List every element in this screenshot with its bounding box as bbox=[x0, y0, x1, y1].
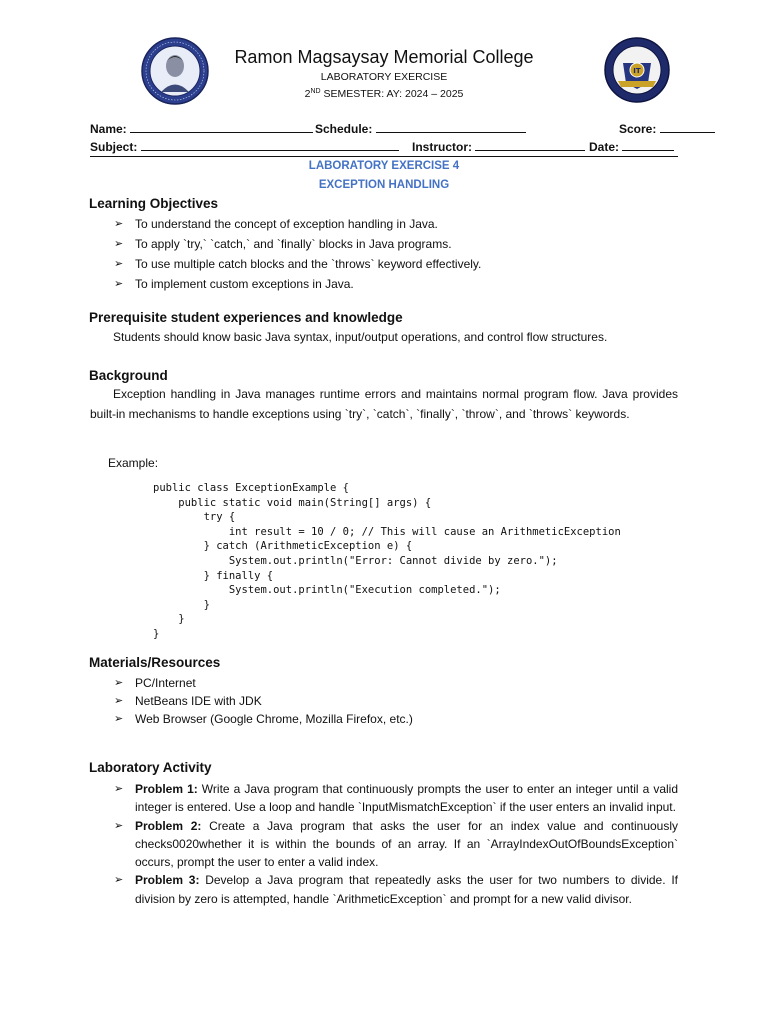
list-item: ➢ Web Browser (Google Chrome, Mozilla Firefox, etc.) bbox=[114, 712, 413, 726]
schedule-field[interactable]: Schedule: bbox=[315, 121, 526, 136]
student-info-row bbox=[90, 121, 678, 137]
problems-list bbox=[114, 780, 678, 908]
arrow-bullet-icon: ➢ bbox=[114, 258, 124, 270]
arrow-bullet-icon: ➢ bbox=[114, 677, 124, 689]
laboratory-activity-heading: Laboratory Activity bbox=[89, 760, 212, 775]
prerequisite-text: Students should know basic Java syntax, input/output operations, and control flow structures. bbox=[113, 330, 608, 344]
materials-list bbox=[114, 676, 413, 730]
list-item: ➢ PC/Internet bbox=[114, 676, 196, 690]
arrow-bullet-icon: ➢ bbox=[114, 783, 124, 795]
instructor-field[interactable]: Instructor: bbox=[412, 139, 585, 154]
background-heading: Background bbox=[89, 368, 168, 383]
problem-item: ➢ Problem 1: Write a Java program that continuously prompts the user to enter an integer until a valid integer is entered. Use a loop and handle `InputMismatchException` if the user enters an invalid input. bbox=[114, 782, 679, 815]
problem-item: ➢ Problem 2: Create a Java program that asks the user for an index value and continuously checks0020whether it is within the bounds of an array. If an `ArrayIndexOutOfBoundsException` occurs, prompt the user to enter a valid index. bbox=[114, 818, 679, 870]
course-info-row bbox=[90, 139, 678, 157]
list-item: ➢ NetBeans IDE with JDK bbox=[114, 694, 262, 708]
name-field[interactable]: Name: bbox=[90, 121, 313, 136]
arrow-bullet-icon: ➢ bbox=[114, 695, 124, 707]
college-name: Ramon Magsaysay Memorial College bbox=[234, 47, 534, 67]
svg-text:IT: IT bbox=[633, 67, 641, 75]
score-field[interactable]: Score: bbox=[619, 121, 715, 136]
semester-line: 2ND SEMESTER: AY: 2024 – 2025 bbox=[304, 88, 464, 100]
arrow-bullet-icon: ➢ bbox=[114, 238, 124, 250]
learning-objectives-heading: Learning Objectives bbox=[89, 196, 219, 211]
arrow-bullet-icon: ➢ bbox=[114, 819, 124, 832]
list-item: ➢ To implement custom exceptions in Java. bbox=[114, 277, 354, 291]
subject-field[interactable]: Subject: bbox=[90, 139, 399, 154]
arrow-bullet-icon: ➢ bbox=[114, 713, 124, 725]
list-item: ➢ To use multiple catch blocks and the `throws` keyword effectively. bbox=[114, 257, 482, 271]
code-example: public class ExceptionExample { public static void main(String[] args) { try { int result = 10 / 0; // This will cause an ArithmeticException } catch (ArithmeticException e) { System.out.println("Error: Cannot divide by zero."); } finally { System.out.println("Execution completed."); } } } bbox=[153, 482, 621, 640]
arrow-bullet-icon: ➢ bbox=[114, 874, 124, 887]
prerequisite-heading: Prerequisite student experiences and knowledge bbox=[89, 310, 403, 325]
list-item: ➢ To understand the concept of exception handling in Java. bbox=[114, 217, 438, 231]
arrow-bullet-icon: ➢ bbox=[114, 218, 124, 230]
arrow-bullet-icon: ➢ bbox=[114, 278, 124, 290]
document-subtitle: LABORATORY EXERCISE bbox=[320, 71, 448, 83]
materials-heading: Materials/Resources bbox=[89, 655, 221, 670]
background-text: Exception handling in Java manages runtime errors and maintains normal program flow. Java provides built-in mechanisms to handle exceptions using `try`, `catch`, `finally`, `throw`, and `throws` keywords. bbox=[90, 387, 678, 421]
exercise-number: LABORATORY EXERCISE 4 bbox=[308, 160, 460, 172]
learning-objectives-list bbox=[114, 217, 481, 297]
problem-item: ➢ Problem 3: Develop a Java program that repeatedly asks the user for two numbers to divide. If division by zero is attempted, handle `ArithmeticException` and prompt for a new valid divisor. bbox=[114, 873, 678, 906]
department-seal-logo bbox=[604, 37, 670, 103]
date-field[interactable]: Date: bbox=[589, 139, 674, 154]
list-item: ➢ To apply `try,` `catch,` and `finally` blocks in Java programs. bbox=[114, 237, 452, 251]
example-label: Example: bbox=[108, 456, 159, 470]
exercise-topic: EXCEPTION HANDLING bbox=[318, 179, 450, 191]
